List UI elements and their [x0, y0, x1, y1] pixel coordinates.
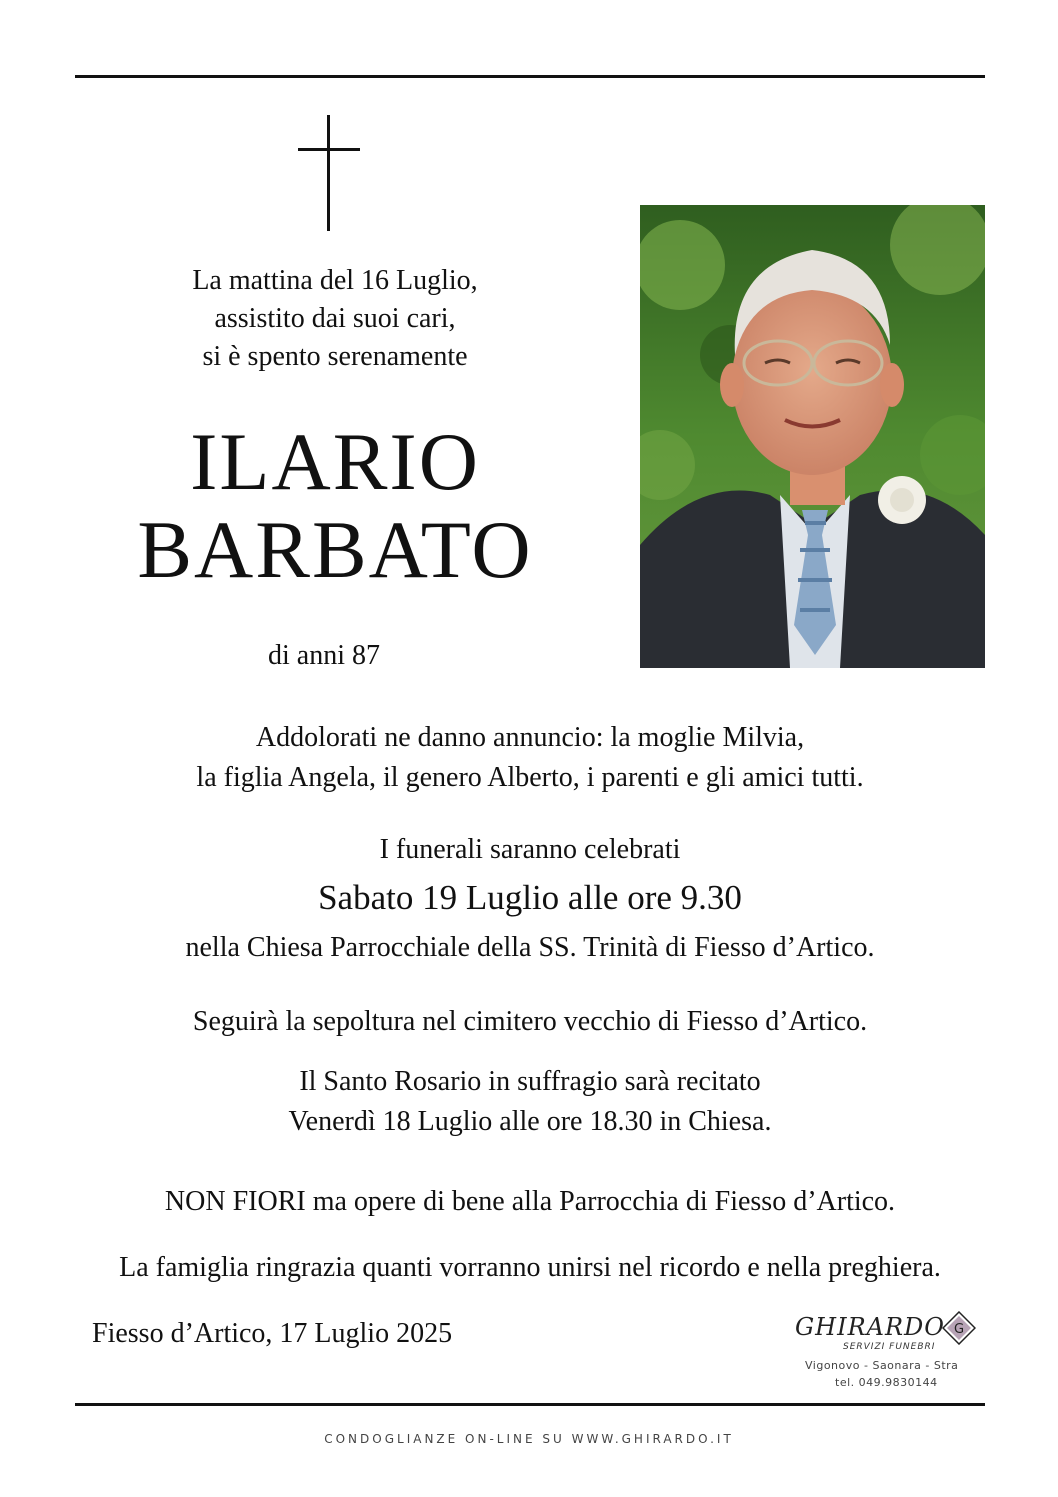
deceased-name — [100, 418, 570, 594]
rosary-line-1: Il Santo Rosario in suffragio sarà recitato — [299, 1066, 761, 1097]
footer-link-text: CONDOGLIANZE ON-LINE SU WWW.GHIRARDO.IT — [324, 1432, 734, 1446]
place-date: Fiesso d’Artico, 17 Luglio 2025 — [92, 1318, 453, 1349]
diamond-g-logo-icon — [942, 1311, 976, 1345]
age-label: di anni 87 — [268, 640, 380, 671]
last-name: BARBATO — [137, 504, 533, 595]
rosary-text — [60, 1062, 1000, 1142]
funeral-home-logo — [790, 1305, 990, 1395]
top-rule — [75, 75, 985, 78]
intro-line-3: si è spento serenamente — [202, 341, 468, 372]
portrait-photo — [640, 205, 985, 668]
intro-line-1: La mattina del 16 Luglio, — [192, 265, 478, 296]
first-name: ILARIO — [190, 416, 480, 507]
funeral-date: Sabato 19 Luglio alle ore 9.30 — [318, 878, 742, 917]
intro-text — [110, 262, 560, 376]
cross-icon — [298, 115, 360, 231]
logo-brand: GHIRARDO — [795, 1313, 945, 1341]
burial-text: Seguirà la sepoltura nel cimitero vecchio di Fiesso d’Artico. — [192, 1006, 868, 1037]
flowers-text: NON FIORI ma opere di bene alla Parrocchia di Fiesso d’Artico. — [164, 1186, 896, 1217]
announcement-line-1: Addolorati ne danno annuncio: la moglie Milvia, — [255, 722, 805, 753]
logo-tel: tel. 049.9830144 — [835, 1376, 938, 1389]
intro-line-2: assistito dai suoi cari, — [214, 303, 456, 334]
logo-towns: Vigonovo - Saonara - Stra — [805, 1359, 959, 1372]
funeral-intro: I funerali saranno celebrati — [379, 834, 681, 865]
logo-subtitle: SERVIZI FUNEBRI — [843, 1342, 936, 1352]
funeral-place: nella Chiesa Parrocchiale della SS. Trinità di Fiesso d’Artico. — [185, 932, 875, 963]
svg-text:G: G — [953, 1322, 965, 1337]
announcement-line-2: la figlia Angela, il genero Alberto, i parenti e gli amici tutti. — [196, 762, 864, 793]
thanks-text: La famiglia ringrazia quanti vorranno unirsi nel ricordo e nella preghiera. — [119, 1252, 941, 1283]
announcement — [60, 718, 1000, 798]
rosary-line-2: Venerdì 18 Luglio alle ore 18.30 in Chiesa. — [288, 1106, 772, 1137]
bottom-rule — [75, 1403, 985, 1406]
